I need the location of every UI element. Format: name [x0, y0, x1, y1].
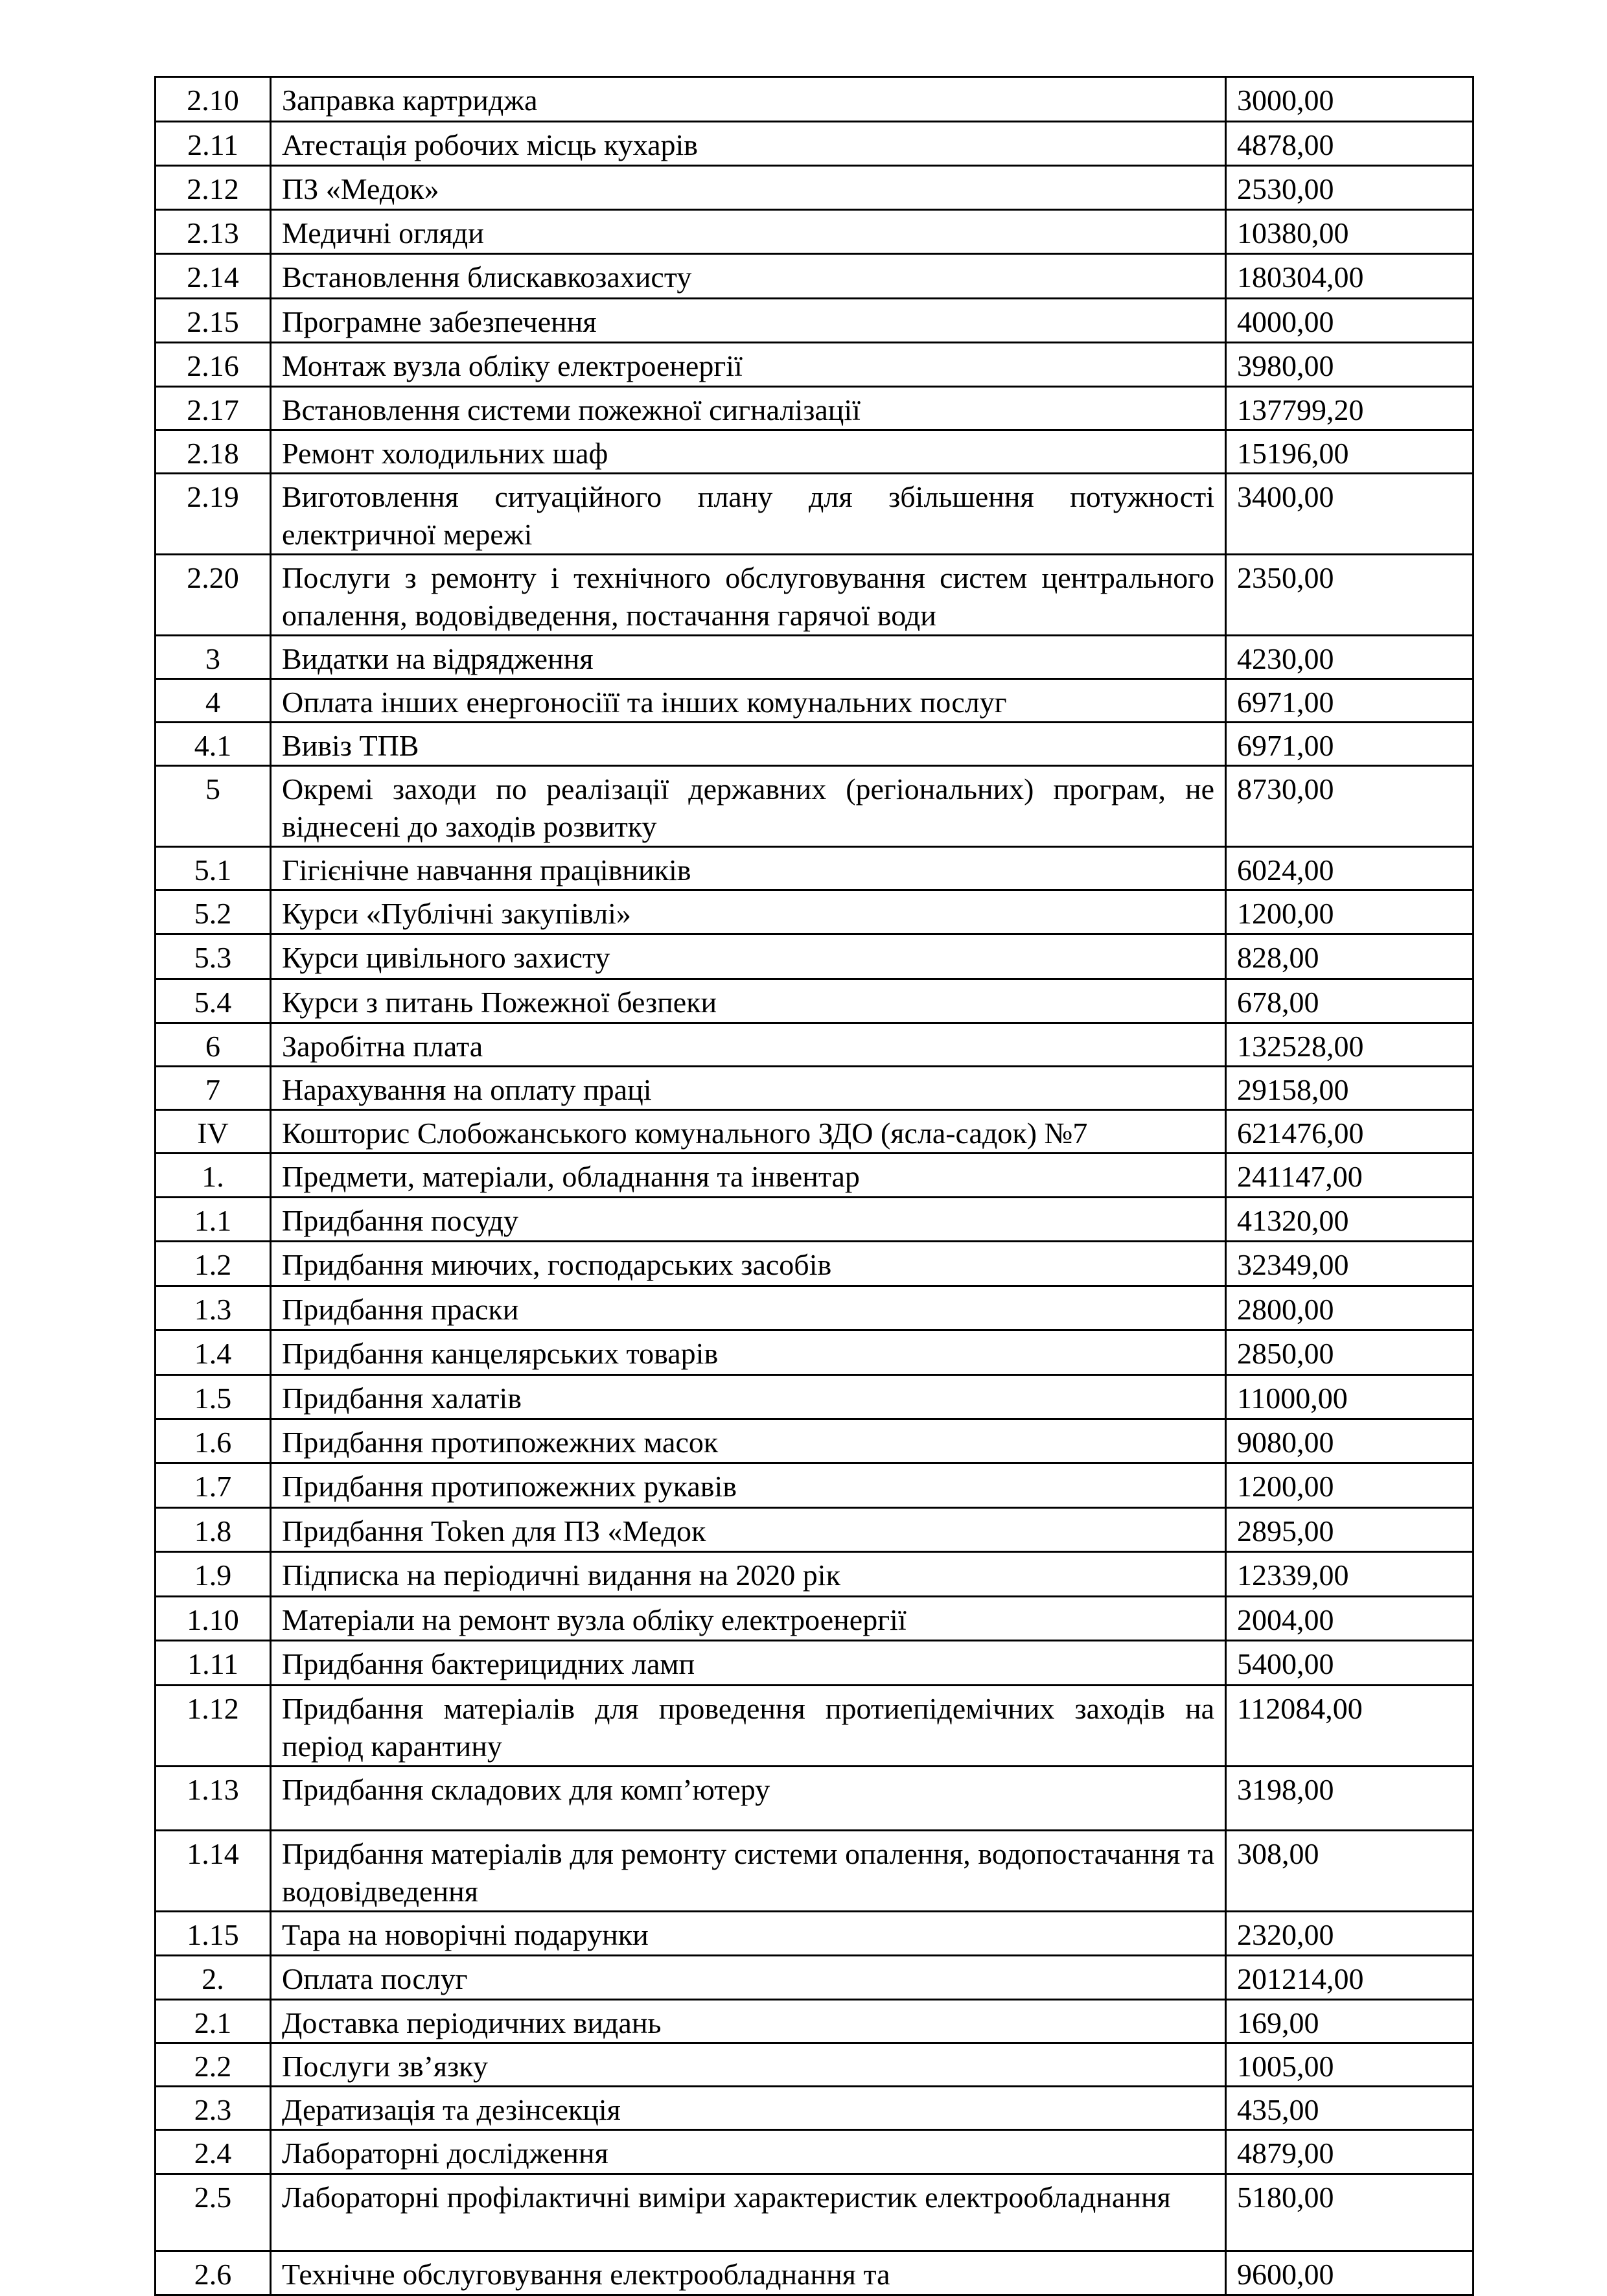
row-description: Лабораторні дослідження — [271, 2130, 1226, 2174]
table-row — [156, 474, 1474, 555]
row-description: Оплата послуг — [271, 1956, 1226, 2000]
row-description: Окремі заходи по реалізації державних (регіональних) програм, не віднесені до заходів розвитку — [271, 766, 1226, 847]
row-description: Курси «Публічні закупівлі» — [271, 890, 1226, 934]
row-amount: 4879,00 — [1226, 2130, 1474, 2174]
row-amount: 41320,00 — [1226, 1198, 1474, 1242]
row-amount: 10380,00 — [1226, 210, 1474, 254]
table-row — [156, 343, 1474, 387]
table-row — [156, 122, 1474, 166]
row-description: Придбання протипожежних рукавів — [271, 1463, 1226, 1508]
table-row — [156, 679, 1474, 723]
table-row — [156, 847, 1474, 890]
row-amount: 2895,00 — [1226, 1508, 1474, 1552]
row-description: Матеріали на ремонт вузла обліку електроенергії — [271, 1597, 1226, 1641]
table-row — [156, 1641, 1474, 1686]
row-number: 2.6 — [156, 2251, 271, 2295]
row-number: 4.1 — [156, 723, 271, 766]
row-description: Придбання посуду — [271, 1198, 1226, 1242]
row-amount: 1200,00 — [1226, 1463, 1474, 1508]
row-amount: 32349,00 — [1226, 1242, 1474, 1286]
row-description: Видатки на відрядження — [271, 636, 1226, 679]
row-description: Придбання Token для ПЗ «Медок — [271, 1508, 1226, 1552]
row-amount: 11000,00 — [1226, 1375, 1474, 1419]
table-row — [156, 636, 1474, 679]
row-amount: 6971,00 — [1226, 723, 1474, 766]
row-amount: 132528,00 — [1226, 1023, 1474, 1067]
row-amount: 3400,00 — [1226, 474, 1474, 555]
table-row — [156, 210, 1474, 254]
row-number: 1.9 — [156, 1552, 271, 1597]
row-description: Нарахування на оплату праці — [271, 1067, 1226, 1110]
row-description: Ремонт холодильних шаф — [271, 430, 1226, 474]
row-description: Виготовлення ситуаційного плану для збільшення потужності електричної мережі — [271, 474, 1226, 555]
table-row — [156, 1912, 1474, 1956]
row-description: Кошторис Слобожанського комунального ЗДО (ясла-садок) №7 — [271, 1110, 1226, 1154]
row-description: Програмне забезпечення — [271, 299, 1226, 343]
row-number: 2. — [156, 1956, 271, 2000]
row-description: Заправка картриджа — [271, 77, 1226, 122]
row-number: 6 — [156, 1023, 271, 1067]
row-amount: 137799,20 — [1226, 387, 1474, 430]
table-row — [156, 299, 1474, 343]
row-number: 1.13 — [156, 1767, 271, 1831]
row-description: Придбання миючих, господарських засобів — [271, 1242, 1226, 1286]
row-amount: 2320,00 — [1226, 1912, 1474, 1956]
row-amount: 9080,00 — [1226, 1419, 1474, 1463]
row-number: 2.3 — [156, 2087, 271, 2130]
table-row — [156, 430, 1474, 474]
row-description: Медичні огляди — [271, 210, 1226, 254]
row-number: 4 — [156, 679, 271, 723]
row-description: Встановлення блискавкозахисту — [271, 254, 1226, 299]
table-row — [156, 766, 1474, 847]
row-amount: 5400,00 — [1226, 1641, 1474, 1686]
table-row — [156, 1956, 1474, 2000]
row-amount: 4230,00 — [1226, 636, 1474, 679]
table-row — [156, 2087, 1474, 2130]
budget-table-body — [156, 77, 1474, 2295]
row-number: 1. — [156, 1154, 271, 1198]
row-amount: 12339,00 — [1226, 1552, 1474, 1597]
row-description: Гігієнічне навчання працівників — [271, 847, 1226, 890]
row-description: Заробітна плата — [271, 1023, 1226, 1067]
row-amount: 29158,00 — [1226, 1067, 1474, 1110]
row-number: 1.3 — [156, 1286, 271, 1330]
row-number: 1.6 — [156, 1419, 271, 1463]
budget-table — [154, 76, 1474, 2296]
row-number: 5.4 — [156, 979, 271, 1023]
row-amount: 4000,00 — [1226, 299, 1474, 343]
row-description: Підписка на періодичні видання на 2020 рік — [271, 1552, 1226, 1597]
table-row — [156, 166, 1474, 210]
row-number: 2.18 — [156, 430, 271, 474]
row-number: 1.5 — [156, 1375, 271, 1419]
row-amount: 6971,00 — [1226, 679, 1474, 723]
row-description: Дератизація та дезінсекція — [271, 2087, 1226, 2130]
row-description: Курси цивільного захисту — [271, 934, 1226, 979]
row-amount: 2530,00 — [1226, 166, 1474, 210]
table-row — [156, 1023, 1474, 1067]
row-number: 1.15 — [156, 1912, 271, 1956]
row-number: 3 — [156, 636, 271, 679]
table-row — [156, 1067, 1474, 1110]
row-amount: 9600,00 — [1226, 2251, 1474, 2295]
row-number: 2.14 — [156, 254, 271, 299]
table-row — [156, 1597, 1474, 1641]
row-number: 2.17 — [156, 387, 271, 430]
table-row — [156, 254, 1474, 299]
row-number: 2.15 — [156, 299, 271, 343]
table-row — [156, 1508, 1474, 1552]
row-number: 1.10 — [156, 1597, 271, 1641]
row-number: 2.20 — [156, 555, 271, 636]
row-number: 2.16 — [156, 343, 271, 387]
row-description: Придбання праски — [271, 1286, 1226, 1330]
row-number: 5.3 — [156, 934, 271, 979]
table-row — [156, 2043, 1474, 2087]
table-row — [156, 2130, 1474, 2174]
row-amount: 1200,00 — [1226, 890, 1474, 934]
table-row — [156, 1110, 1474, 1154]
row-description: Атестація робочих місць кухарів — [271, 122, 1226, 166]
table-row — [156, 1831, 1474, 1912]
row-number: 2.2 — [156, 2043, 271, 2087]
row-description: Встановлення системи пожежної сигналізації — [271, 387, 1226, 430]
row-amount: 2850,00 — [1226, 1330, 1474, 1375]
table-row — [156, 723, 1474, 766]
table-row — [156, 1242, 1474, 1286]
table-row — [156, 2251, 1474, 2295]
row-number: 1.12 — [156, 1686, 271, 1767]
row-number: 1.7 — [156, 1463, 271, 1508]
row-number: 1.2 — [156, 1242, 271, 1286]
table-row — [156, 1463, 1474, 1508]
row-description: Послуги зв’язку — [271, 2043, 1226, 2087]
row-amount: 2800,00 — [1226, 1286, 1474, 1330]
table-row — [156, 890, 1474, 934]
table-row — [156, 1375, 1474, 1419]
row-amount: 3980,00 — [1226, 343, 1474, 387]
row-number: 2.13 — [156, 210, 271, 254]
table-row — [156, 2000, 1474, 2043]
row-amount: 6024,00 — [1226, 847, 1474, 890]
row-amount: 2004,00 — [1226, 1597, 1474, 1641]
table-row — [156, 2174, 1474, 2251]
table-row — [156, 387, 1474, 430]
row-description: Тара на новорічні подарунки — [271, 1912, 1226, 1956]
table-row — [156, 1686, 1474, 1767]
row-number: 2.12 — [156, 166, 271, 210]
row-number: 1.11 — [156, 1641, 271, 1686]
row-description: Вивіз ТПВ — [271, 723, 1226, 766]
row-description: Придбання бактерицидних ламп — [271, 1641, 1226, 1686]
row-amount: 678,00 — [1226, 979, 1474, 1023]
row-number: 2.10 — [156, 77, 271, 122]
table-row — [156, 1286, 1474, 1330]
row-amount: 2350,00 — [1226, 555, 1474, 636]
row-description: Курси з питань Пожежної безпеки — [271, 979, 1226, 1023]
row-description: Доставка періодичних видань — [271, 2000, 1226, 2043]
row-amount: 8730,00 — [1226, 766, 1474, 847]
row-amount: 308,00 — [1226, 1831, 1474, 1912]
row-number: 5.2 — [156, 890, 271, 934]
table-row — [156, 1419, 1474, 1463]
table-row — [156, 77, 1474, 122]
row-number: 1.8 — [156, 1508, 271, 1552]
row-amount: 169,00 — [1226, 2000, 1474, 2043]
table-row — [156, 979, 1474, 1023]
table-row — [156, 1154, 1474, 1198]
row-description: Предмети, матеріали, обладнання та інвентар — [271, 1154, 1226, 1198]
row-number: 2.1 — [156, 2000, 271, 2043]
row-number: 7 — [156, 1067, 271, 1110]
row-description: Оплата інших енергоносіїї та інших комунальних послуг — [271, 679, 1226, 723]
row-number: 2.4 — [156, 2130, 271, 2174]
row-amount: 112084,00 — [1226, 1686, 1474, 1767]
row-amount: 3198,00 — [1226, 1767, 1474, 1831]
row-number: 2.5 — [156, 2174, 271, 2251]
document-page — [154, 76, 1472, 2296]
row-number: 1.4 — [156, 1330, 271, 1375]
row-number: 5 — [156, 766, 271, 847]
row-description: Технічне обслуговування електрообладнання та — [271, 2251, 1226, 2295]
table-row — [156, 1198, 1474, 1242]
row-number: 1.1 — [156, 1198, 271, 1242]
row-number: 2.11 — [156, 122, 271, 166]
row-number: 5.1 — [156, 847, 271, 890]
row-description: Лабораторні профілактичні виміри характеристик електрообладнання — [271, 2174, 1226, 2251]
row-description: Послуги з ремонту і технічного обслуговування систем центрального опалення, водовідведення, постачання гарячої води — [271, 555, 1226, 636]
row-amount: 3000,00 — [1226, 77, 1474, 122]
table-row — [156, 1767, 1474, 1831]
row-amount: 1005,00 — [1226, 2043, 1474, 2087]
row-description: Придбання складових для комп’ютеру — [271, 1767, 1226, 1831]
row-description: Придбання протипожежних масок — [271, 1419, 1226, 1463]
row-number: IV — [156, 1110, 271, 1154]
table-row — [156, 1552, 1474, 1597]
row-description: Придбання матеріалів для проведення протиепідемічних заходів на період карантину — [271, 1686, 1226, 1767]
row-amount: 180304,00 — [1226, 254, 1474, 299]
row-description: Придбання халатів — [271, 1375, 1226, 1419]
row-description: ПЗ «Медок» — [271, 166, 1226, 210]
row-amount: 15196,00 — [1226, 430, 1474, 474]
row-description: Придбання матеріалів для ремонту системи опалення, водопостачання та водовідведення — [271, 1831, 1226, 1912]
row-amount: 435,00 — [1226, 2087, 1474, 2130]
table-row — [156, 555, 1474, 636]
row-description: Монтаж вузла обліку електроенергії — [271, 343, 1226, 387]
row-amount: 5180,00 — [1226, 2174, 1474, 2251]
row-amount: 4878,00 — [1226, 122, 1474, 166]
row-description: Придбання канцелярських товарів — [271, 1330, 1226, 1375]
table-row — [156, 1330, 1474, 1375]
row-number: 2.19 — [156, 474, 271, 555]
row-amount: 241147,00 — [1226, 1154, 1474, 1198]
row-amount: 621476,00 — [1226, 1110, 1474, 1154]
table-row — [156, 934, 1474, 979]
row-amount: 201214,00 — [1226, 1956, 1474, 2000]
row-amount: 828,00 — [1226, 934, 1474, 979]
row-number: 1.14 — [156, 1831, 271, 1912]
